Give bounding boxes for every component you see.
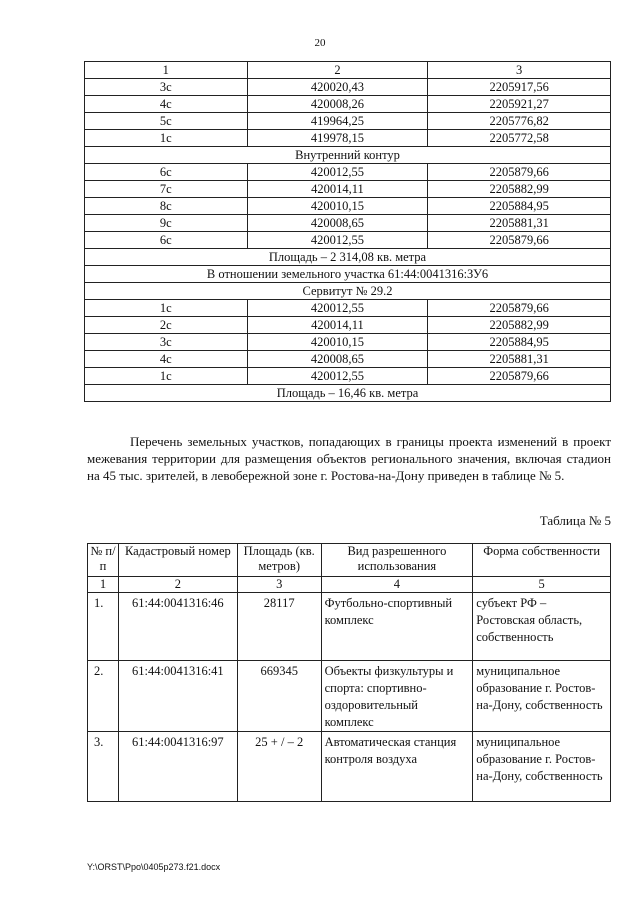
coordinates-row	[85, 368, 611, 385]
column-number: 1	[88, 577, 119, 593]
coordinate-x: 420020,43	[247, 79, 428, 96]
permitted-use: Объекты физкультуры и спорта: спортивно-оздоровительный комплекс	[321, 661, 473, 732]
coordinate-x: 420012,55	[247, 232, 428, 249]
coordinate-y: 2205879,66	[428, 232, 611, 249]
point-id: 3с	[85, 79, 248, 96]
header-ownership: Форма собственности	[473, 544, 611, 577]
file-path-footer: Y:\ORST\Ppo\0405p273.f21.docx	[87, 862, 221, 872]
coordinates-header-cell: 2	[247, 62, 428, 79]
header-area: Площадь (кв. метров)	[237, 544, 321, 577]
section-label: Сервитут № 29.2	[85, 283, 611, 300]
coordinates-section-row	[85, 147, 611, 164]
coordinates-section-row	[85, 283, 611, 300]
coordinate-y: 2205882,99	[428, 317, 611, 334]
column-number: 5	[473, 577, 611, 593]
coordinates-row	[85, 334, 611, 351]
parcel-column-numbers-row	[88, 577, 611, 593]
section-label: В отношении земельного участка 61:44:0041316:ЗУ6	[85, 266, 611, 283]
coordinate-y: 2205921,27	[428, 96, 611, 113]
column-number: 3	[237, 577, 321, 593]
ownership: субъект РФ – Ростовская область, собственность	[473, 593, 611, 661]
column-number: 4	[321, 577, 473, 593]
cadastral-number: 61:44:0041316:46	[118, 593, 237, 661]
section-label: Площадь – 16,46 кв. метра	[85, 385, 611, 402]
point-id: 7с	[85, 181, 248, 198]
coordinates-row	[85, 351, 611, 368]
column-number: 2	[118, 577, 237, 593]
point-id: 1с	[85, 300, 248, 317]
parcel-row	[88, 661, 611, 732]
coordinate-y: 2205917,56	[428, 79, 611, 96]
row-index: 3.	[88, 732, 119, 802]
coordinate-x: 420012,55	[247, 300, 428, 317]
area: 669345	[237, 661, 321, 732]
coordinate-y: 2205881,31	[428, 215, 611, 232]
coordinates-table	[84, 61, 611, 402]
coordinate-y: 2205772,58	[428, 130, 611, 147]
point-id: 1с	[85, 130, 248, 147]
cadastral-number: 61:44:0041316:97	[118, 732, 237, 802]
section-label: Внутренний контур	[85, 147, 611, 164]
permitted-use: Автоматическая станция контроля воздуха	[321, 732, 473, 802]
coordinate-y: 2205884,95	[428, 334, 611, 351]
coordinate-y: 2205879,66	[428, 368, 611, 385]
parcel-list-paragraph: Перечень земельных участков, попадающих в границы проекта изменений в проект межевания территории для размещения объектов регионального значения, включая стадион на 45 тыс. зрителей, в левобережной зоне г. Ростова-на-Дону приведен в таблице № 5.	[87, 434, 611, 483]
coordinate-y: 2205776,82	[428, 113, 611, 130]
cadastral-number: 61:44:0041316:41	[118, 661, 237, 732]
parcel-row	[88, 732, 611, 802]
point-id: 3с	[85, 334, 248, 351]
point-id: 6с	[85, 164, 248, 181]
ownership: муниципальное образование г. Ростов-на-Дону, собственность	[473, 661, 611, 732]
row-index: 1.	[88, 593, 119, 661]
point-id: 6с	[85, 232, 248, 249]
coordinates-row	[85, 96, 611, 113]
coordinates-section-row	[85, 249, 611, 266]
coordinate-x: 419964,25	[247, 113, 428, 130]
ownership: муниципальное образование г. Ростов-на-Дону, собственность	[473, 732, 611, 802]
coordinate-x: 420008,26	[247, 96, 428, 113]
header-permitted-use: Вид разрешенного использования	[321, 544, 473, 577]
header-index: № п/п	[88, 544, 119, 577]
table-caption: Таблица № 5	[539, 513, 611, 528]
coordinates-header-cell: 1	[85, 62, 248, 79]
coordinate-y: 2205881,31	[428, 351, 611, 368]
coordinate-x: 420012,55	[247, 164, 428, 181]
coordinates-row	[85, 215, 611, 232]
coordinates-section-row	[85, 266, 611, 283]
coordinates-row	[85, 317, 611, 334]
coordinates-row	[85, 300, 611, 317]
coordinates-row	[85, 130, 611, 147]
coordinates-header-row	[85, 62, 611, 79]
coordinates-row	[85, 79, 611, 96]
point-id: 4с	[85, 96, 248, 113]
permitted-use: Футбольно-спортивный комплекс	[321, 593, 473, 661]
coordinate-x: 420010,15	[247, 334, 428, 351]
coordinates-row	[85, 113, 611, 130]
coordinates-row	[85, 181, 611, 198]
row-index: 2.	[88, 661, 119, 732]
coordinate-x: 419978,15	[247, 130, 428, 147]
point-id: 1с	[85, 368, 248, 385]
coordinates-section-row	[85, 385, 611, 402]
coordinate-x: 420012,55	[247, 368, 428, 385]
coordinate-y: 2205879,66	[428, 300, 611, 317]
area: 25 + / – 2	[237, 732, 321, 802]
parcel-header-row	[88, 544, 611, 577]
point-id: 5с	[85, 113, 248, 130]
parcel-row	[88, 593, 611, 661]
coordinate-x: 420014,11	[247, 181, 428, 198]
coordinates-row	[85, 164, 611, 181]
point-id: 4с	[85, 351, 248, 368]
coordinates-header-cell: 3	[428, 62, 611, 79]
coordinate-y: 2205882,99	[428, 181, 611, 198]
coordinates-row	[85, 232, 611, 249]
coordinate-y: 2205884,95	[428, 198, 611, 215]
point-id: 2с	[85, 317, 248, 334]
area: 28117	[237, 593, 321, 661]
section-label: Площадь – 2 314,08 кв. метра	[85, 249, 611, 266]
coordinate-x: 420008,65	[247, 215, 428, 232]
point-id: 8с	[85, 198, 248, 215]
coordinate-y: 2205879,66	[428, 164, 611, 181]
page-number: 20	[314, 37, 326, 49]
header-cadastral-number: Кадастровый номер	[118, 544, 237, 577]
coordinates-row	[85, 198, 611, 215]
coordinate-x: 420008,65	[247, 351, 428, 368]
point-id: 9с	[85, 215, 248, 232]
parcel-table	[87, 543, 611, 802]
coordinate-x: 420010,15	[247, 198, 428, 215]
coordinate-x: 420014,11	[247, 317, 428, 334]
